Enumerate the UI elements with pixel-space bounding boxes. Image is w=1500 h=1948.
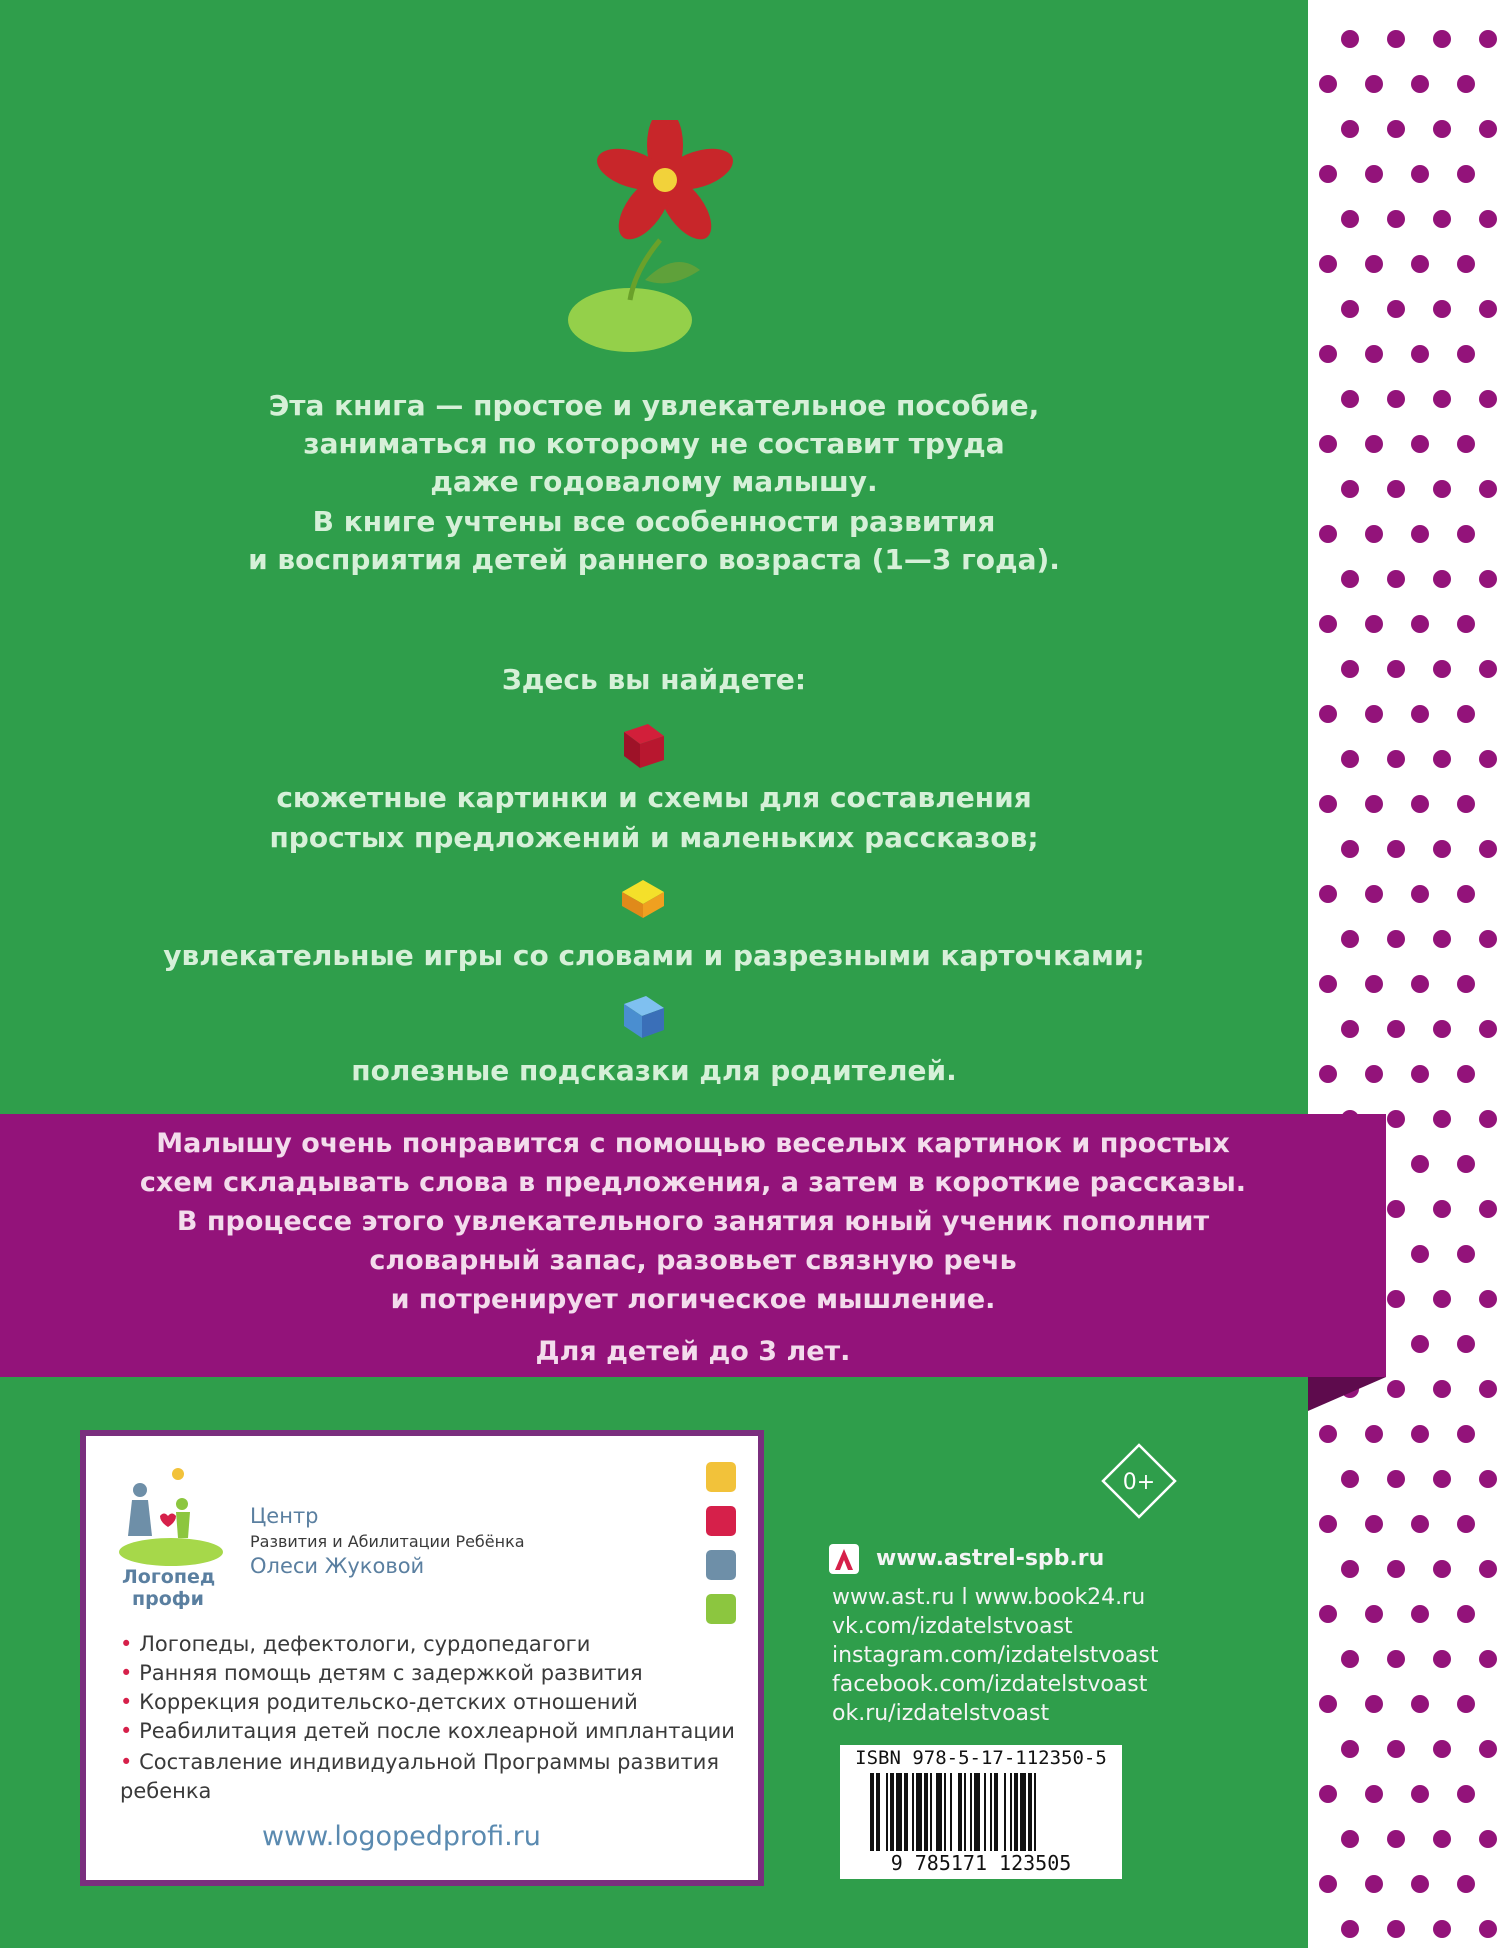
polka-dot: [1365, 1695, 1383, 1713]
polka-dot: [1479, 300, 1497, 318]
publisher-link[interactable]: www.ast.ru l www.book24.ru: [832, 1585, 1146, 1610]
polka-dot: [1457, 1785, 1475, 1803]
polka-dot: [1365, 165, 1383, 183]
polka-dot: [1433, 30, 1451, 48]
polka-dot: [1457, 1155, 1475, 1173]
polka-dot: [1433, 1200, 1451, 1218]
polka-dot: [1319, 705, 1337, 723]
heart-icon: [706, 1594, 736, 1624]
polka-dot: [1479, 660, 1497, 678]
banner-line: Малышу очень понравится с помощью веселых картинок и простых: [156, 1128, 1230, 1159]
polka-dot: [1411, 1785, 1429, 1803]
polka-dot: [1479, 930, 1497, 948]
polka-dot: [1387, 750, 1405, 768]
barcode-bar: [970, 1773, 972, 1851]
polka-dot: [1319, 1695, 1337, 1713]
polka-dot: [1457, 1875, 1475, 1893]
polka-dot: [1457, 975, 1475, 993]
polka-dot: [1387, 1830, 1405, 1848]
polka-dot-strip: [1308, 0, 1500, 1948]
polka-dot: [1341, 1650, 1359, 1668]
polka-dot: [1365, 1605, 1383, 1623]
polka-dot: [1319, 885, 1337, 903]
polka-dot: [1341, 1020, 1359, 1038]
polka-dot: [1341, 390, 1359, 408]
polka-dot: [1387, 390, 1405, 408]
polka-dot: [1433, 840, 1451, 858]
polka-dot: [1457, 1515, 1475, 1533]
barcode-bar: [930, 1773, 932, 1851]
polka-dot: [1411, 1335, 1429, 1353]
polka-dot: [1457, 1425, 1475, 1443]
polka-dot: [1387, 480, 1405, 498]
polka-dot: [1479, 1560, 1497, 1578]
red-cube-icon: [616, 718, 670, 772]
polka-dot: [1457, 75, 1475, 93]
polka-dot: [1411, 1065, 1429, 1083]
polka-dot: [1457, 795, 1475, 813]
barcode-bar: [1028, 1773, 1032, 1851]
polka-dot: [1433, 390, 1451, 408]
polka-dot: [1365, 1515, 1383, 1533]
polka-dot: [1457, 255, 1475, 273]
barcode-bar: [924, 1773, 928, 1851]
barcode-bar: [974, 1773, 980, 1851]
polka-dot: [1433, 1740, 1451, 1758]
polka-dot: [1411, 165, 1429, 183]
polka-dot: [1457, 615, 1475, 633]
polka-dot: [1387, 1650, 1405, 1668]
polka-dot: [1387, 300, 1405, 318]
barcode-bar: [984, 1773, 986, 1851]
polka-dot: [1365, 795, 1383, 813]
barcode-bar: [964, 1773, 966, 1851]
polka-dot: [1319, 1515, 1337, 1533]
polka-dot: [1341, 1560, 1359, 1578]
polka-dot: [1411, 1695, 1429, 1713]
polka-dot: [1479, 30, 1497, 48]
polka-dot: [1433, 120, 1451, 138]
polka-dot: [1411, 1875, 1429, 1893]
polka-dot: [1365, 255, 1383, 273]
polka-dot: [1479, 390, 1497, 408]
barcode-bar: [944, 1773, 946, 1851]
polka-dot: [1365, 1065, 1383, 1083]
barcode-bar: [916, 1773, 922, 1851]
polka-dot: [1341, 1740, 1359, 1758]
barcode-bars: [870, 1773, 1100, 1851]
polka-dot: [1479, 750, 1497, 768]
heart-icon: [706, 1506, 736, 1536]
barcode-bar: [870, 1773, 874, 1851]
polka-dot: [1319, 1605, 1337, 1623]
polka-dot: [1411, 975, 1429, 993]
flower-illustration: [560, 120, 760, 360]
find-item-line: увлекательные игры со словами и разрезными карточками;: [163, 939, 1145, 972]
center-title: Развития и Абилитации Ребёнка: [250, 1532, 525, 1551]
polka-dot: [1341, 1470, 1359, 1488]
polka-dot: [1365, 705, 1383, 723]
polka-dot: [1433, 1380, 1451, 1398]
isbn-label: ISBN 978-5-17-112350-5: [855, 1747, 1107, 1769]
polka-dot: [1341, 210, 1359, 228]
polka-dot: [1387, 1200, 1405, 1218]
polka-dot: [1479, 210, 1497, 228]
polka-dot: [1479, 1650, 1497, 1668]
polka-dot: [1387, 1290, 1405, 1308]
polka-dot: [1479, 1380, 1497, 1398]
logoped-ad-card: [80, 1430, 764, 1886]
banner-line: В процессе этого увлекательного занятия юный ученик пополнит: [176, 1206, 1210, 1237]
polka-dot: [1319, 1425, 1337, 1443]
barcode-bar: [994, 1773, 998, 1851]
polka-dot: [1479, 1830, 1497, 1848]
polka-dot: [1457, 1695, 1475, 1713]
polka-dot: [1387, 570, 1405, 588]
polka-dot: [1457, 435, 1475, 453]
polka-dot: [1387, 1560, 1405, 1578]
polka-dot: [1411, 795, 1429, 813]
intro-line: В книге учтены все особенности развития: [312, 505, 996, 538]
service-item: • Реабилитация детей после кохлеарной имплантации: [120, 1719, 735, 1743]
polka-dot: [1479, 1110, 1497, 1128]
polka-dot: [1365, 1875, 1383, 1893]
svg-text:0+: 0+: [1122, 1470, 1156, 1495]
polka-dot: [1319, 75, 1337, 93]
polka-dot: [1387, 1110, 1405, 1128]
polka-dot: [1457, 525, 1475, 543]
polka-dot: [1411, 1245, 1429, 1263]
polka-dot: [1341, 30, 1359, 48]
polka-dot: [1387, 660, 1405, 678]
find-item-line: полезные подсказки для родителей.: [351, 1054, 957, 1087]
polka-dot: [1479, 480, 1497, 498]
barcode-bar: [1014, 1773, 1018, 1851]
publisher-link[interactable]: facebook.com/izdatelstvoast: [832, 1672, 1148, 1697]
polka-dot: [1479, 840, 1497, 858]
polka-dot: [1341, 660, 1359, 678]
polka-dot: [1457, 165, 1475, 183]
polka-dot: [1433, 1110, 1451, 1128]
polka-dot: [1387, 930, 1405, 948]
polka-dot: [1341, 480, 1359, 498]
polka-dot: [1433, 210, 1451, 228]
logo-text: Логопед: [122, 1566, 216, 1588]
polka-dot: [1457, 345, 1475, 363]
polka-dot: [1433, 1560, 1451, 1578]
polka-dot: [1433, 1020, 1451, 1038]
publisher-logo-icon: [829, 1544, 859, 1574]
polka-dot: [1341, 750, 1359, 768]
isbn-digits: 9 785171 123505: [890, 1851, 1072, 1875]
polka-dot: [1365, 345, 1383, 363]
polka-dot: [1479, 120, 1497, 138]
polka-dot: [1341, 930, 1359, 948]
polka-dot: [1365, 615, 1383, 633]
polka-dot: [1411, 1605, 1429, 1623]
yellow-cube-icon: [616, 868, 670, 922]
intro-line: заниматься по которому не составит труда: [303, 427, 1005, 460]
polka-dot: [1341, 1830, 1359, 1848]
polka-dot: [1319, 795, 1337, 813]
polka-dot: [1479, 1290, 1497, 1308]
polka-dot: [1411, 345, 1429, 363]
age-rating-badge: [1101, 1443, 1177, 1519]
intro-line: и восприятия детей раннего возраста (1—3 года).: [248, 543, 1060, 576]
polka-dot: [1411, 525, 1429, 543]
polka-dot: [1319, 525, 1337, 543]
polka-dot: [1319, 615, 1337, 633]
heart-icon: [706, 1462, 736, 1492]
polka-dot: [1387, 210, 1405, 228]
barcode-bar: [890, 1773, 894, 1851]
center-title: Олеси Жуковой: [250, 1554, 425, 1578]
service-item: • Логопеды, дефектологи, сурдопедагоги: [120, 1632, 591, 1656]
find-item-line: сюжетные картинки и схемы для составления: [276, 781, 1032, 814]
polka-dot: [1387, 840, 1405, 858]
barcode-bar: [1034, 1773, 1036, 1851]
service-item: • Ранняя помощь детям с задержкой развития: [120, 1661, 643, 1685]
polka-dot: [1411, 1515, 1429, 1533]
polka-dot: [1319, 165, 1337, 183]
polka-dot: [1433, 1470, 1451, 1488]
polka-dot: [1341, 570, 1359, 588]
polka-dot: [1341, 120, 1359, 138]
center-title: Центр: [250, 1504, 319, 1528]
polka-dot: [1457, 1245, 1475, 1263]
polka-dot: [1387, 1020, 1405, 1038]
barcode-bar: [904, 1773, 908, 1851]
polka-dot: [1387, 1380, 1405, 1398]
polka-dot: [1457, 1335, 1475, 1353]
polka-dot: [1411, 1425, 1429, 1443]
service-item: • Коррекция родительско-детских отношений: [120, 1690, 638, 1714]
polka-dot: [1433, 1830, 1451, 1848]
publisher-main-site[interactable]: www.astrel-spb.ru: [876, 1546, 1105, 1571]
polka-dot: [1365, 975, 1383, 993]
polka-dot: [1433, 300, 1451, 318]
banner-line: словарный запас, разовьет связную речь: [369, 1245, 1017, 1276]
polka-dot: [1411, 435, 1429, 453]
polka-dot: [1319, 1785, 1337, 1803]
polka-dot: [1319, 1875, 1337, 1893]
barcode-bar: [990, 1773, 992, 1851]
polka-dot: [1341, 840, 1359, 858]
intro-line: даже годовалому малышу.: [430, 465, 878, 498]
polka-dot: [1411, 615, 1429, 633]
polka-dot: [1457, 1065, 1475, 1083]
polka-dot: [1387, 1920, 1405, 1938]
barcode-bar: [950, 1773, 952, 1851]
find-item-line: простых предложений и маленьких рассказов;: [269, 821, 1039, 854]
publisher-link[interactable]: ok.ru/izdatelstvoast: [832, 1701, 1050, 1726]
polka-dot: [1319, 975, 1337, 993]
polka-dot: [1387, 30, 1405, 48]
polka-dot: [1411, 705, 1429, 723]
polka-dot: [1411, 75, 1429, 93]
barcode-bar: [1020, 1773, 1026, 1851]
isbn-barcode: [840, 1745, 1122, 1879]
polka-dot: [1433, 1290, 1451, 1308]
polka-dot: [1319, 345, 1337, 363]
polka-dot: [1387, 1470, 1405, 1488]
polka-dot: [1479, 570, 1497, 588]
polka-dot: [1433, 480, 1451, 498]
polka-dot: [1411, 1155, 1429, 1173]
polka-dot: [1433, 1650, 1451, 1668]
barcode-bar: [886, 1773, 888, 1851]
polka-dot: [1319, 435, 1337, 453]
logoped-logo: [116, 1460, 226, 1570]
intro-line: Эта книга — простое и увлекательное пособие,: [268, 389, 1040, 422]
banner-line: и потренирует логическое мышление.: [390, 1284, 996, 1315]
polka-dot: [1479, 1740, 1497, 1758]
banner-line: схем складывать слова в предложения, а затем в короткие рассказы.: [139, 1167, 1247, 1198]
publisher-link[interactable]: instagram.com/izdatelstvoast: [832, 1643, 1159, 1668]
polka-dot: [1365, 1425, 1383, 1443]
polka-dot: [1433, 660, 1451, 678]
polka-dot: [1433, 930, 1451, 948]
polka-dot: [1433, 1920, 1451, 1938]
barcode-bar: [896, 1773, 902, 1851]
barcode-bar: [958, 1773, 962, 1851]
polka-dot: [1433, 570, 1451, 588]
polka-dot: [1365, 1785, 1383, 1803]
polka-dot: [1365, 885, 1383, 903]
polka-dot: [1479, 1920, 1497, 1938]
barcode-bar: [1004, 1773, 1006, 1851]
polka-dot: [1457, 885, 1475, 903]
polka-dot: [1365, 75, 1383, 93]
polka-dot: [1387, 120, 1405, 138]
polka-dot: [1457, 705, 1475, 723]
polka-dot: [1365, 435, 1383, 453]
age-note: Для детей до 3 лет.: [535, 1336, 851, 1367]
polka-dot: [1433, 750, 1451, 768]
banner-fold: [1308, 1377, 1386, 1411]
logoped-website[interactable]: www.logopedprofi.ru: [262, 1821, 541, 1852]
polka-dot: [1341, 1920, 1359, 1938]
polka-dot: [1411, 885, 1429, 903]
barcode-bar: [936, 1773, 942, 1851]
polka-dot: [1479, 1470, 1497, 1488]
polka-dot: [1319, 1065, 1337, 1083]
logo-text: профи: [132, 1588, 204, 1610]
polka-dot: [1341, 300, 1359, 318]
polka-dot: [1479, 1200, 1497, 1218]
polka-dot: [1319, 255, 1337, 273]
polka-dot: [1457, 1605, 1475, 1623]
find-heading: Здесь вы найдете:: [501, 663, 807, 696]
polka-dot: [1411, 255, 1429, 273]
polka-dot: [1479, 1020, 1497, 1038]
barcode-bar: [912, 1773, 914, 1851]
publisher-link[interactable]: vk.com/izdatelstvoast: [832, 1614, 1073, 1639]
blue-cube-icon: [616, 988, 670, 1042]
polka-dot: [1387, 1740, 1405, 1758]
service-item: • Составление индивидуальной Программы развития ребенка: [120, 1750, 720, 1803]
barcode-bar: [876, 1773, 880, 1851]
heart-icon: [706, 1550, 736, 1580]
barcode-bar: [1010, 1773, 1012, 1851]
polka-dot: [1365, 525, 1383, 543]
